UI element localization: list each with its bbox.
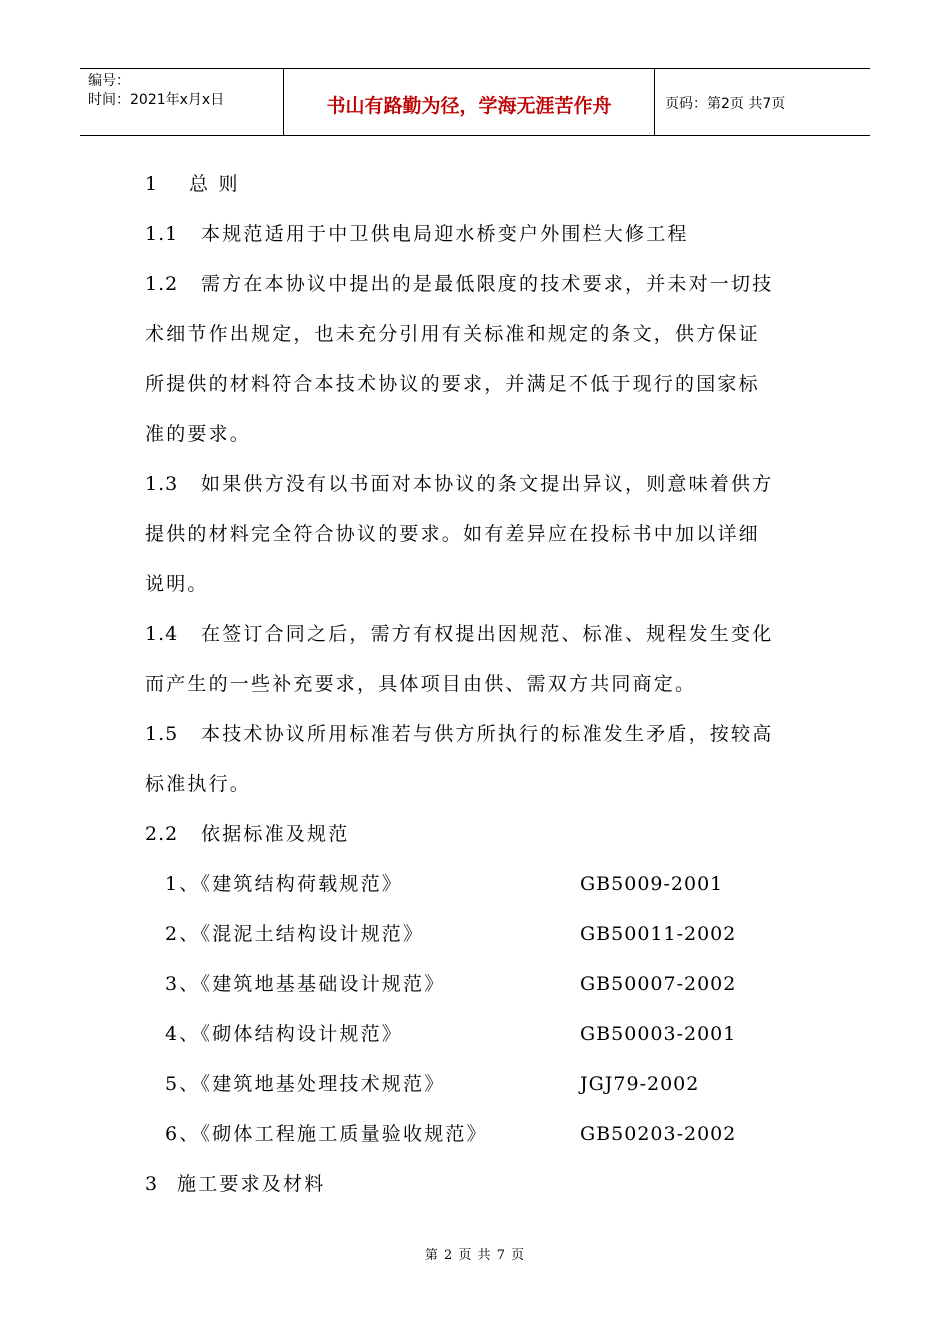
standard-index: 2、 — [165, 923, 201, 945]
standard-item — [145, 866, 807, 916]
standard-index: 4、 — [165, 1023, 201, 1045]
section-title: 总 则 — [189, 173, 240, 195]
clause-1-4-cont: 而产生的一些补充要求，具体项目由供、需双方共同商定。 — [145, 673, 697, 695]
standard-name: 《混泥土结构设计规范》 — [200, 923, 425, 945]
standard-item — [145, 1016, 807, 1066]
clause-1-3-cont: 提供的材料完全符合协议的要求。如有差异应在投标书中加以详细 — [145, 523, 760, 545]
clause-1-2-cont: 所提供的材料符合本技术协议的要求，并满足不低于现行的国家标 — [145, 373, 760, 395]
clause-number: 1.3 — [145, 473, 179, 495]
clause-text: 本规范适用于中卫供电局迎水桥变户外围栏大修工程 — [201, 223, 689, 245]
clause-1-5 — [145, 716, 807, 766]
clause-text: 如果供方没有以书面对本协议的条文提出异议，则意味着供方 — [201, 473, 774, 495]
standard-name: 《建筑结构荷载规范》 — [200, 873, 404, 895]
document-body — [145, 166, 807, 1216]
standard-code: JGJ79-2002 — [580, 1073, 700, 1095]
clause-2-2 — [145, 816, 807, 866]
section-heading-3 — [145, 1166, 807, 1216]
standard-code: GB50011-2002 — [580, 923, 737, 945]
clause-1-2-cont: 准的要求。 — [145, 423, 252, 445]
page-header — [80, 68, 870, 136]
clause-text: 依据标准及规范 — [201, 823, 350, 845]
clause-1-4 — [145, 616, 807, 666]
clause-1-2 — [145, 266, 807, 316]
clause-1-3-cont: 说明。 — [145, 573, 209, 595]
document-date: 时间：2021年x月x日 — [88, 92, 225, 108]
header-page-info: 页码：第2页 共7页 — [665, 96, 786, 112]
clause-number: 1.4 — [145, 623, 179, 645]
standard-item — [145, 1066, 807, 1116]
standard-index: 1、 — [165, 873, 201, 895]
clause-number: 1.5 — [145, 723, 179, 745]
clause-1-3 — [145, 466, 807, 516]
section-title: 施工要求及材料 — [177, 1173, 326, 1195]
standard-index: 3、 — [165, 973, 201, 995]
header-meta — [80, 69, 283, 135]
standard-code: GB50003-2001 — [580, 1023, 737, 1045]
standard-code: GB50007-2002 — [580, 973, 737, 995]
clause-1-2-cont: 术细节作出规定，也未充分引用有关标准和规定的条文，供方保证 — [145, 323, 760, 345]
clause-1-1 — [145, 216, 807, 266]
clause-number: 2.2 — [145, 823, 179, 845]
standard-name: 《砌体结构设计规范》 — [200, 1023, 404, 1045]
clause-text: 本技术协议所用标准若与供方所执行的标准发生矛盾，按较高 — [201, 723, 774, 745]
section-number: 3 — [145, 1173, 159, 1195]
clause-number: 1.1 — [145, 223, 179, 245]
standard-code: GB5009-2001 — [580, 873, 724, 895]
standard-name: 《砌体工程施工质量验收规范》 — [200, 1123, 488, 1145]
standard-index: 6、 — [165, 1123, 201, 1145]
section-heading-1 — [145, 166, 807, 216]
standard-item — [145, 916, 807, 966]
header-motto: 书山有路勤为径，学海无涯苦作舟 — [283, 69, 655, 135]
clause-number: 1.2 — [145, 273, 179, 295]
standard-index: 5、 — [165, 1073, 201, 1095]
standard-item — [145, 966, 807, 1016]
document-number-label: 编号： — [88, 73, 130, 89]
standard-name: 《建筑地基基础设计规范》 — [200, 973, 446, 995]
standard-code: GB50203-2002 — [580, 1123, 737, 1145]
standard-name: 《建筑地基处理技术规范》 — [200, 1073, 446, 1095]
clause-text: 在签订合同之后，需方有权提出因规范、标准、规程发生变化 — [201, 623, 774, 645]
clause-text: 需方在本协议中提出的是最低限度的技术要求，并未对一切技 — [201, 273, 774, 295]
clause-1-5-cont: 标准执行。 — [145, 773, 252, 795]
page-footer: 第 2 页 共 7 页 — [424, 1248, 526, 1263]
section-number: 1 — [145, 173, 159, 195]
standard-item — [145, 1116, 807, 1166]
